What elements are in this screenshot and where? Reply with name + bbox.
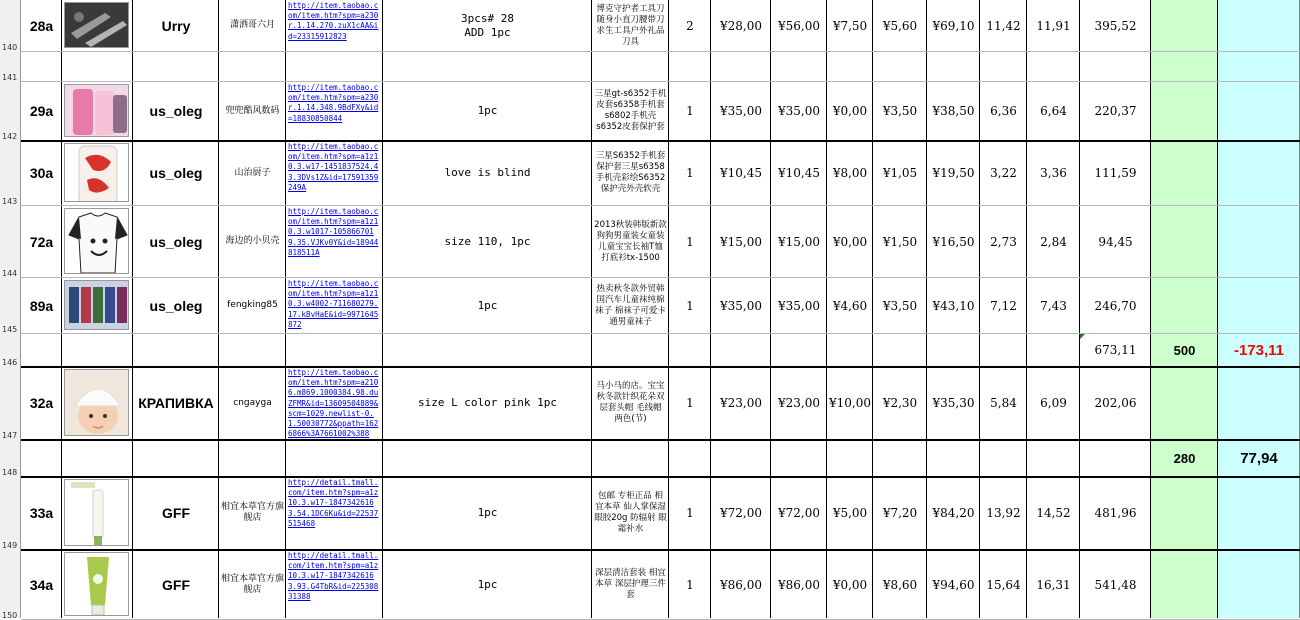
product-title-cell[interactable]: 博克守护者工具刀随身小直刀腰带刀 求生工具户外礼品刀具 — [596, 3, 665, 47]
balance-column-fill — [1218, 0, 1300, 618]
product-title-cell[interactable]: 深层清洁套装 相宜本草 深层护理三件套 — [595, 568, 666, 600]
buyer-name-cell[interactable]: Urry — [161, 17, 191, 34]
price-cell[interactable]: ¥35,00 — [720, 298, 762, 313]
quantity-cell[interactable]: 1 — [686, 234, 694, 249]
price-cell[interactable]: ¥86,00 — [720, 577, 762, 592]
quantity-cell[interactable]: 1 — [686, 104, 694, 118]
sum-cell[interactable]: ¥94,60 — [932, 577, 975, 592]
kids-socks-image — [65, 320, 129, 330]
row-number[interactable]: 141 — [2, 73, 18, 82]
rub-total-cell[interactable]: 246,70 — [1094, 298, 1137, 313]
baby-hat-image — [65, 425, 129, 436]
shipping-cell[interactable]: ¥5,00 — [832, 506, 868, 520]
order-id-cell[interactable]: 34a — [29, 576, 54, 593]
order-id-cell[interactable]: 33a — [29, 505, 54, 521]
buyer-name-cell[interactable]: us_oleg — [149, 103, 203, 119]
fee-cell[interactable]: ¥1,05 — [882, 166, 918, 180]
price-cell[interactable]: ¥72,00 — [720, 506, 762, 520]
sum-cell[interactable]: ¥35,30 — [932, 396, 975, 410]
price-cell[interactable]: ¥15,00 — [720, 234, 762, 249]
fee-cell[interactable]: ¥5,60 — [882, 18, 918, 33]
rate-cell[interactable]: 11,42 — [986, 18, 1021, 33]
total-cell[interactable]: ¥23,00 — [778, 396, 820, 410]
rate-cell[interactable]: 2,73 — [990, 234, 1017, 249]
row-number[interactable]: 150 — [2, 611, 18, 620]
converted-cell[interactable]: 2,84 — [1040, 234, 1067, 249]
product-link[interactable]: http://item.taobao.com/item.htm?spm=a230r.1.14.270.zuX1cAA&id=23315912823 — [288, 1, 379, 41]
options-cell[interactable]: size 110, 1pc — [444, 234, 531, 248]
subtotal-cell[interactable]: 673,11 — [1094, 343, 1137, 357]
rate-cell[interactable]: 13,92 — [986, 506, 1021, 520]
row-number[interactable]: 143 — [2, 197, 18, 206]
shipping-cell[interactable]: ¥10,00 — [829, 396, 871, 410]
rub-total-cell[interactable]: 541,48 — [1094, 577, 1137, 592]
shipping-cell[interactable]: ¥0,00 — [832, 104, 868, 118]
shop-name-cell[interactable]: 相宜本草官方旗舰店 — [220, 573, 284, 595]
product-link[interactable]: http://item.taobao.com/item.htm?spm=a1z10.3.w1017-1058667019.35.VJKv0Y&id=18944818511A — [288, 207, 379, 257]
rate-cell[interactable]: 15,64 — [986, 577, 1021, 592]
shop-name-cell[interactable]: 潇洒哥六月 — [229, 20, 275, 30]
shipping-cell[interactable]: ¥0,00 — [832, 234, 868, 249]
fee-cell[interactable]: ¥7,20 — [882, 506, 918, 520]
row-number[interactable]: 146 — [2, 358, 18, 367]
row-border — [21, 439, 1300, 441]
product-link[interactable]: http://item.taobao.com/item.htm?spm=a1z10.3.w17-1451837524.43.3DVs1Z&id=17591359249A — [288, 142, 379, 192]
rate-cell[interactable]: 5,84 — [990, 396, 1017, 410]
paid-amount-cell[interactable]: 500 — [1173, 342, 1196, 358]
price-cell[interactable]: ¥28,00 — [720, 18, 762, 33]
row-header-fill — [0, 0, 21, 618]
shop-name-cell[interactable]: 兜兜酷风数码 — [225, 105, 280, 116]
options-cell[interactable]: 1pc — [477, 577, 498, 591]
shop-name-cell[interactable]: fengking85 — [227, 300, 278, 310]
product-thumbnail[interactable] — [64, 369, 129, 436]
paid-column-fill — [1151, 0, 1218, 618]
painted-phone-case-image — [65, 193, 129, 202]
sum-cell[interactable]: ¥19,50 — [932, 166, 975, 180]
product-thumbnail[interactable] — [64, 143, 129, 202]
sum-cell[interactable]: ¥69,10 — [932, 18, 975, 33]
fee-cell[interactable]: ¥1,50 — [882, 234, 918, 249]
kids-tshirt-image — [65, 264, 129, 274]
product-link[interactable]: http://detail.tmall.com/item.htm?spm=a1z10.3.w17-18473426163.93.G4TbR&id=22530831388 — [288, 551, 379, 601]
fee-cell[interactable]: ¥2,30 — [882, 396, 918, 410]
row-number[interactable]: 142 — [2, 132, 18, 141]
price-cell[interactable]: ¥35,00 — [720, 104, 762, 118]
shipping-cell[interactable]: ¥8,00 — [832, 166, 868, 180]
balance-cell[interactable]: -173,11 — [1233, 341, 1285, 359]
buyer-name-cell[interactable]: us_oleg — [149, 233, 203, 250]
shop-name-cell[interactable]: 海边的小贝壳 — [225, 236, 280, 246]
quantity-cell[interactable]: 1 — [686, 577, 694, 592]
product-thumbnail[interactable] — [64, 552, 129, 616]
options-cell[interactable]: 1pc — [477, 104, 498, 117]
product-link[interactable]: http://item.taobao.com/item.htm?spm=a1z10.3.w4002-711680279.17.kBvHaE&id=9971645872 — [288, 279, 379, 329]
quantity-cell[interactable]: 2 — [686, 18, 694, 33]
rub-total-cell[interactable]: 111,59 — [1094, 166, 1137, 180]
formula-marker — [1080, 334, 1085, 339]
rub-total-cell[interactable]: 202,06 — [1094, 396, 1137, 410]
rub-total-cell[interactable]: 220,37 — [1094, 104, 1137, 118]
column-border — [1217, 0, 1218, 618]
sum-cell[interactable]: ¥84,20 — [932, 506, 975, 520]
product-title-cell[interactable]: 马小马的店。宝宝秋冬款针织花朵双层套头帽 毛线帽 两色(节) — [596, 381, 665, 424]
product-title-cell[interactable]: 2013秋装韩版新款狗狗男童装女童装儿童宝宝长袖T恤打底衫tx-1500 — [594, 219, 667, 263]
quantity-cell[interactable]: 1 — [686, 166, 694, 180]
order-id-cell[interactable]: 32a — [29, 395, 54, 411]
rate-cell[interactable]: 7,12 — [990, 298, 1017, 313]
product-thumbnail[interactable] — [64, 479, 129, 546]
total-cell[interactable]: ¥15,00 — [778, 234, 820, 249]
rub-total-cell[interactable]: 94,45 — [1098, 234, 1133, 249]
shipping-cell[interactable]: ¥0,00 — [832, 577, 868, 592]
row-number[interactable]: 140 — [2, 43, 18, 52]
fee-cell[interactable]: ¥3,50 — [882, 104, 918, 118]
options-cell[interactable]: 3pcs# 28 ADD 1pc — [461, 11, 514, 39]
options-cell[interactable]: 1pc — [477, 298, 498, 312]
converted-cell[interactable]: 11,91 — [1036, 18, 1071, 33]
rub-total-cell[interactable]: 395,52 — [1094, 18, 1137, 33]
total-cell[interactable]: ¥56,00 — [778, 18, 820, 33]
price-cell[interactable]: ¥10,45 — [720, 166, 762, 180]
shipping-cell[interactable]: ¥7,50 — [832, 18, 868, 33]
sum-cell[interactable]: ¥16,50 — [932, 234, 975, 249]
buyer-name-cell[interactable]: us_oleg — [149, 297, 203, 314]
rate-cell[interactable]: 3,22 — [990, 166, 1017, 180]
quantity-cell[interactable]: 1 — [686, 298, 694, 313]
options-cell[interactable]: love is blind — [444, 166, 531, 179]
product-link[interactable]: http://detail.tmall.com/item.htm?spm=a1z10.3.w17-18473426163.54.1DC6Ku&id=22537515468 — [288, 478, 379, 528]
options-cell[interactable]: 1pc — [477, 506, 498, 519]
fee-cell[interactable]: ¥8,60 — [882, 577, 918, 592]
buyer-name-cell[interactable]: GFF — [162, 576, 190, 593]
product-link[interactable]: http://item.taobao.com/item.htm?spm=a230r.1.14.348.9BdFXy&id=18830850844 — [288, 83, 379, 123]
sum-cell[interactable]: ¥43,10 — [932, 298, 975, 313]
order-id-cell[interactable]: 72a — [29, 233, 54, 250]
product-link[interactable]: http://item.taobao.com/item.htm?spm=a2106.m869.1000384.98.duZFMR&id=13609504889&scm=1029.newlist-0.1.50030772&ppath=1626866%3A7661002%388 — [288, 368, 379, 439]
sum-cell[interactable]: ¥38,50 — [932, 104, 975, 118]
shop-name-cell[interactable]: 山治厨子 — [234, 167, 271, 178]
converted-cell[interactable]: 7,43 — [1040, 298, 1067, 313]
product-title-cell[interactable]: 三星S6352手机套保护套三星s6358手机壳彩绘S6352保护壳外壳软壳 — [595, 151, 666, 194]
rub-total-cell[interactable]: 481,96 — [1094, 506, 1137, 520]
fee-cell[interactable]: ¥3,50 — [882, 298, 918, 313]
phone-case-image — [65, 126, 129, 137]
row-number[interactable]: 149 — [2, 541, 18, 550]
product-title-cell[interactable]: 热卖秋冬款外贸韩国汽车儿童袜纯棉袜子 棉袜子可爱卡通男童袜子 — [595, 283, 666, 327]
total-cell[interactable]: ¥10,45 — [778, 166, 820, 180]
total-cell[interactable]: ¥35,00 — [778, 104, 820, 118]
product-title-cell[interactable]: 三星gt-s6352手机皮套s6358手机套s6802手机壳s6352皮套保护套 — [594, 89, 667, 132]
shop-name-cell[interactable]: cngayga — [233, 397, 272, 408]
quantity-cell[interactable]: 1 — [686, 506, 694, 520]
options-cell[interactable]: size L color pink 1pc — [417, 396, 558, 409]
cleanser-tube-image — [65, 606, 129, 616]
total-cell[interactable]: ¥35,00 — [778, 298, 820, 313]
product-thumbnail[interactable] — [64, 84, 129, 137]
order-id-cell[interactable]: 29a — [29, 103, 54, 119]
converted-cell[interactable]: 14,52 — [1036, 506, 1071, 520]
price-cell[interactable]: ¥23,00 — [720, 396, 762, 410]
converted-cell[interactable]: 6,64 — [1040, 104, 1067, 118]
buyer-name-cell[interactable]: us_oleg — [149, 165, 203, 181]
buyer-name-cell[interactable]: КРАПИВКА — [138, 395, 214, 411]
row-number[interactable]: 148 — [2, 468, 18, 477]
product-title-cell[interactable]: 包邮 专柜正品 相宜本草 仙人掌保湿眼胶20g 防辐射 眼霜补水 — [594, 491, 667, 534]
buyer-name-cell[interactable]: GFF — [162, 505, 190, 521]
row-number[interactable]: 147 — [2, 431, 18, 440]
shop-name-cell[interactable]: 相宜本草官方旗舰店 — [220, 502, 284, 523]
knife-product-image — [65, 38, 129, 48]
converted-cell[interactable]: 16,31 — [1036, 577, 1071, 592]
order-id-cell[interactable]: 89a — [29, 297, 54, 314]
eye-gel-tube-image — [65, 537, 129, 546]
order-id-cell[interactable]: 30a — [29, 165, 54, 181]
total-cell[interactable]: ¥86,00 — [778, 577, 820, 592]
quantity-cell[interactable]: 1 — [686, 396, 694, 410]
product-thumbnail[interactable] — [64, 208, 129, 274]
converted-cell[interactable]: 3,36 — [1040, 166, 1067, 180]
converted-cell[interactable]: 6,09 — [1040, 396, 1067, 410]
row-number[interactable]: 144 — [2, 269, 18, 278]
product-thumbnail[interactable] — [64, 280, 129, 330]
order-id-cell[interactable]: 28a — [29, 17, 54, 34]
row-border — [21, 51, 1300, 52]
shipping-cell[interactable]: ¥4,60 — [832, 298, 868, 313]
total-cell[interactable]: ¥72,00 — [778, 506, 820, 520]
rate-cell[interactable]: 6,36 — [990, 104, 1017, 118]
paid-amount-cell[interactable]: 280 — [1173, 450, 1196, 466]
product-thumbnail[interactable] — [64, 2, 129, 48]
row-number[interactable]: 145 — [2, 325, 18, 334]
balance-cell[interactable]: 77,94 — [1240, 449, 1278, 467]
